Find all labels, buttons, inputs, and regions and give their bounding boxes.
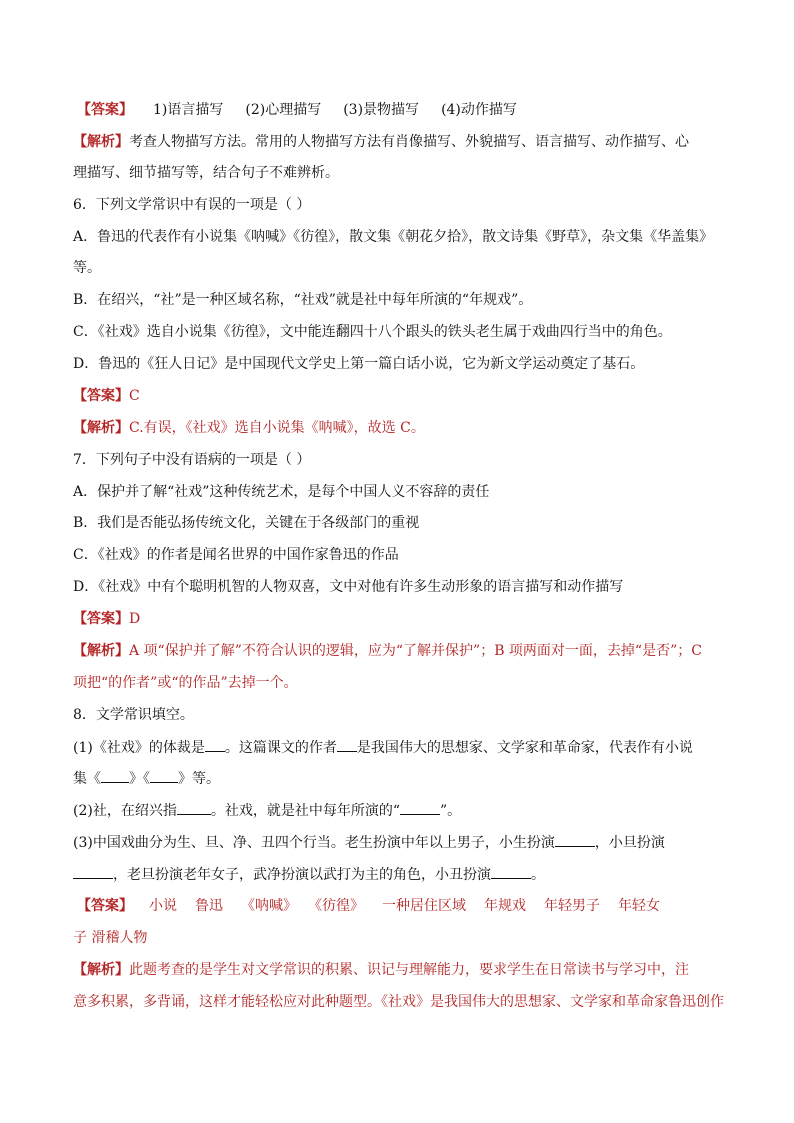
text: 。社戏，就是社中每年所演的“ [210,803,401,819]
q8-analysis-line-2: 意多积累，多背诵，这样才能轻松应对此种题型。《社戏》是我国伟大的思想家、文学家和革命家鲁迅创作 [73,994,724,1010]
q7-option-b: B．我们是否能弘扬传统文化，关键在于各级部门的重视 [73,515,420,531]
q6-answer [73,386,723,406]
q7-analysis-line-1 [73,641,723,661]
analysis-text: 此题考查的是学生对文学常识的积累、识记与理解能力，要求学生在日常读书与学习中，注 [129,962,689,978]
q8-part-2 [73,800,723,821]
q5-analysis-line-1 [73,132,723,152]
fill-blank[interactable] [150,768,178,783]
q7-option-c: C．《社戏》的作者是闻名世界的中国作家鲁迅的作品 [73,547,399,563]
q8-stem: 8．文学常识填空。 [73,707,194,723]
answer-item: 鲁迅 [195,898,223,914]
text: (3)中国戏曲分为生、旦、净、丑四个行当。老生扮演中年以上男子，小生扮演 [73,835,555,851]
q8-part-1-cont [73,768,723,789]
answer-tag: 【答案】 [77,898,133,914]
text: 是我国伟大的思想家、文学家和革命家，代表作有小说 [356,740,693,756]
q8-part-1 [73,737,723,758]
analysis-text: 考查人物描写方法。常用的人物描写方法有肖像描写、外貌描写、语言描写、动作描写、心 [129,134,689,150]
analysis-tag: 【解析】 [73,962,129,978]
q6-option-a: A．鲁迅的代表作有小说集《呐喊》《彷徨》，散文集《朝花夕拾》，散文诗集《野草》，杂文集《华盖集》 [73,229,714,245]
fill-blank[interactable] [491,864,531,879]
answer-item: 1)语言描写 [153,102,224,118]
q8-analysis-line-1 [73,960,723,980]
q6-option-b: B．在绍兴，“社”是一种区域名称，“社戏”就是社中每年所演的“年规戏”。 [73,292,533,308]
analysis-text: C.有误，《社戏》选自小说集《呐喊》，故选 C。 [129,420,425,436]
q6-option-c: C．《社戏》选自小说集《彷徨》，文中能连翻四十八个跟头的铁头老生属于戏曲四行当中的角色。 [73,324,672,340]
answer-item: 一种居住区域 [382,898,466,914]
answer-item: 《彷徨》 [315,898,364,914]
text: 。这篇课文的作者 [224,740,337,756]
q6-option-d: D．鲁迅的《狂人日记》是中国现代文学史上第一篇白话小说，它为新文学运动奠定了基石。 [73,356,645,372]
q6-stem: 6．下列文学常识中有误的一项是（ ） [73,197,311,213]
answer-item: 《呐喊》 [241,898,297,914]
fill-blank[interactable] [101,768,129,783]
text: ，小旦扮演 [594,835,665,851]
q7-option-a: A．保护并了解“社戏”这种传统艺术，是每个中国人义不容辞的责任 [73,484,490,500]
analysis-tag: 【解析】 [73,134,129,150]
text: (1)《社戏》的体裁是 [73,740,205,756]
answer-value: C [129,388,140,404]
answer-item: 小说 [149,898,177,914]
fill-blank[interactable] [555,832,595,847]
answer-tag: 【答案】 [73,611,129,627]
fill-blank[interactable] [337,737,357,752]
q8-part-3 [73,832,723,853]
text: 》等。 [178,771,220,787]
fill-blank[interactable] [73,864,113,879]
analysis-tag: 【解析】 [73,643,129,659]
answer-value: D [129,611,141,627]
text: (2)社，在绍兴指 [73,803,177,819]
q7-analysis-line-2: 项把“的作者”或“的作品”去掉一个。 [73,675,298,691]
fill-blank[interactable] [400,800,440,815]
answer-item: (3)景物描写 [343,102,420,118]
q8-part-3-cont [73,864,723,885]
q7-stem: 7．下列句子中没有语病的一项是（ ） [73,452,311,468]
q6-analysis [73,418,723,438]
q5-analysis-line-2: 理描写、细节描写等，结合句子不难辨析。 [73,165,339,181]
text: ，老旦扮演老年女子，武净扮演以武打为主的角色，小丑扮演 [113,867,491,883]
fill-blank[interactable] [205,737,225,752]
analysis-tag: 【解析】 [73,420,129,436]
answer-tag: 【答案】 [73,388,129,404]
analysis-text: A 项“保护并了解”不符合认识的逻辑，应为“了解并保护”；B 项两面对一面，去掉“是否”；C [129,643,702,659]
text: ”。 [440,803,462,819]
text: 。 [531,867,545,883]
answer-item: 年规戏 [484,898,526,914]
answer-tag: 【答案】 [77,102,133,118]
answer-item: 年轻男子 [544,898,600,914]
q5-answer-line [73,100,723,120]
answer-item: 年轻女 [618,898,660,914]
q7-option-d: D．《社戏》中有个聪明机智的人物双喜，文中对他有许多生动形象的语言描写和动作描写 [73,579,624,595]
fill-blank[interactable] [177,800,211,815]
text: 集《 [73,771,101,787]
answer-item: (2)心理描写 [245,102,322,118]
text: 》《 [129,771,150,787]
q6-option-a-cont: 等。 [73,260,101,276]
q7-answer [73,609,723,629]
answer-item: (4)动作描写 [441,102,517,118]
q8-answer-cont: 子 滑稽人物 [73,930,148,946]
q8-answer [73,896,723,916]
